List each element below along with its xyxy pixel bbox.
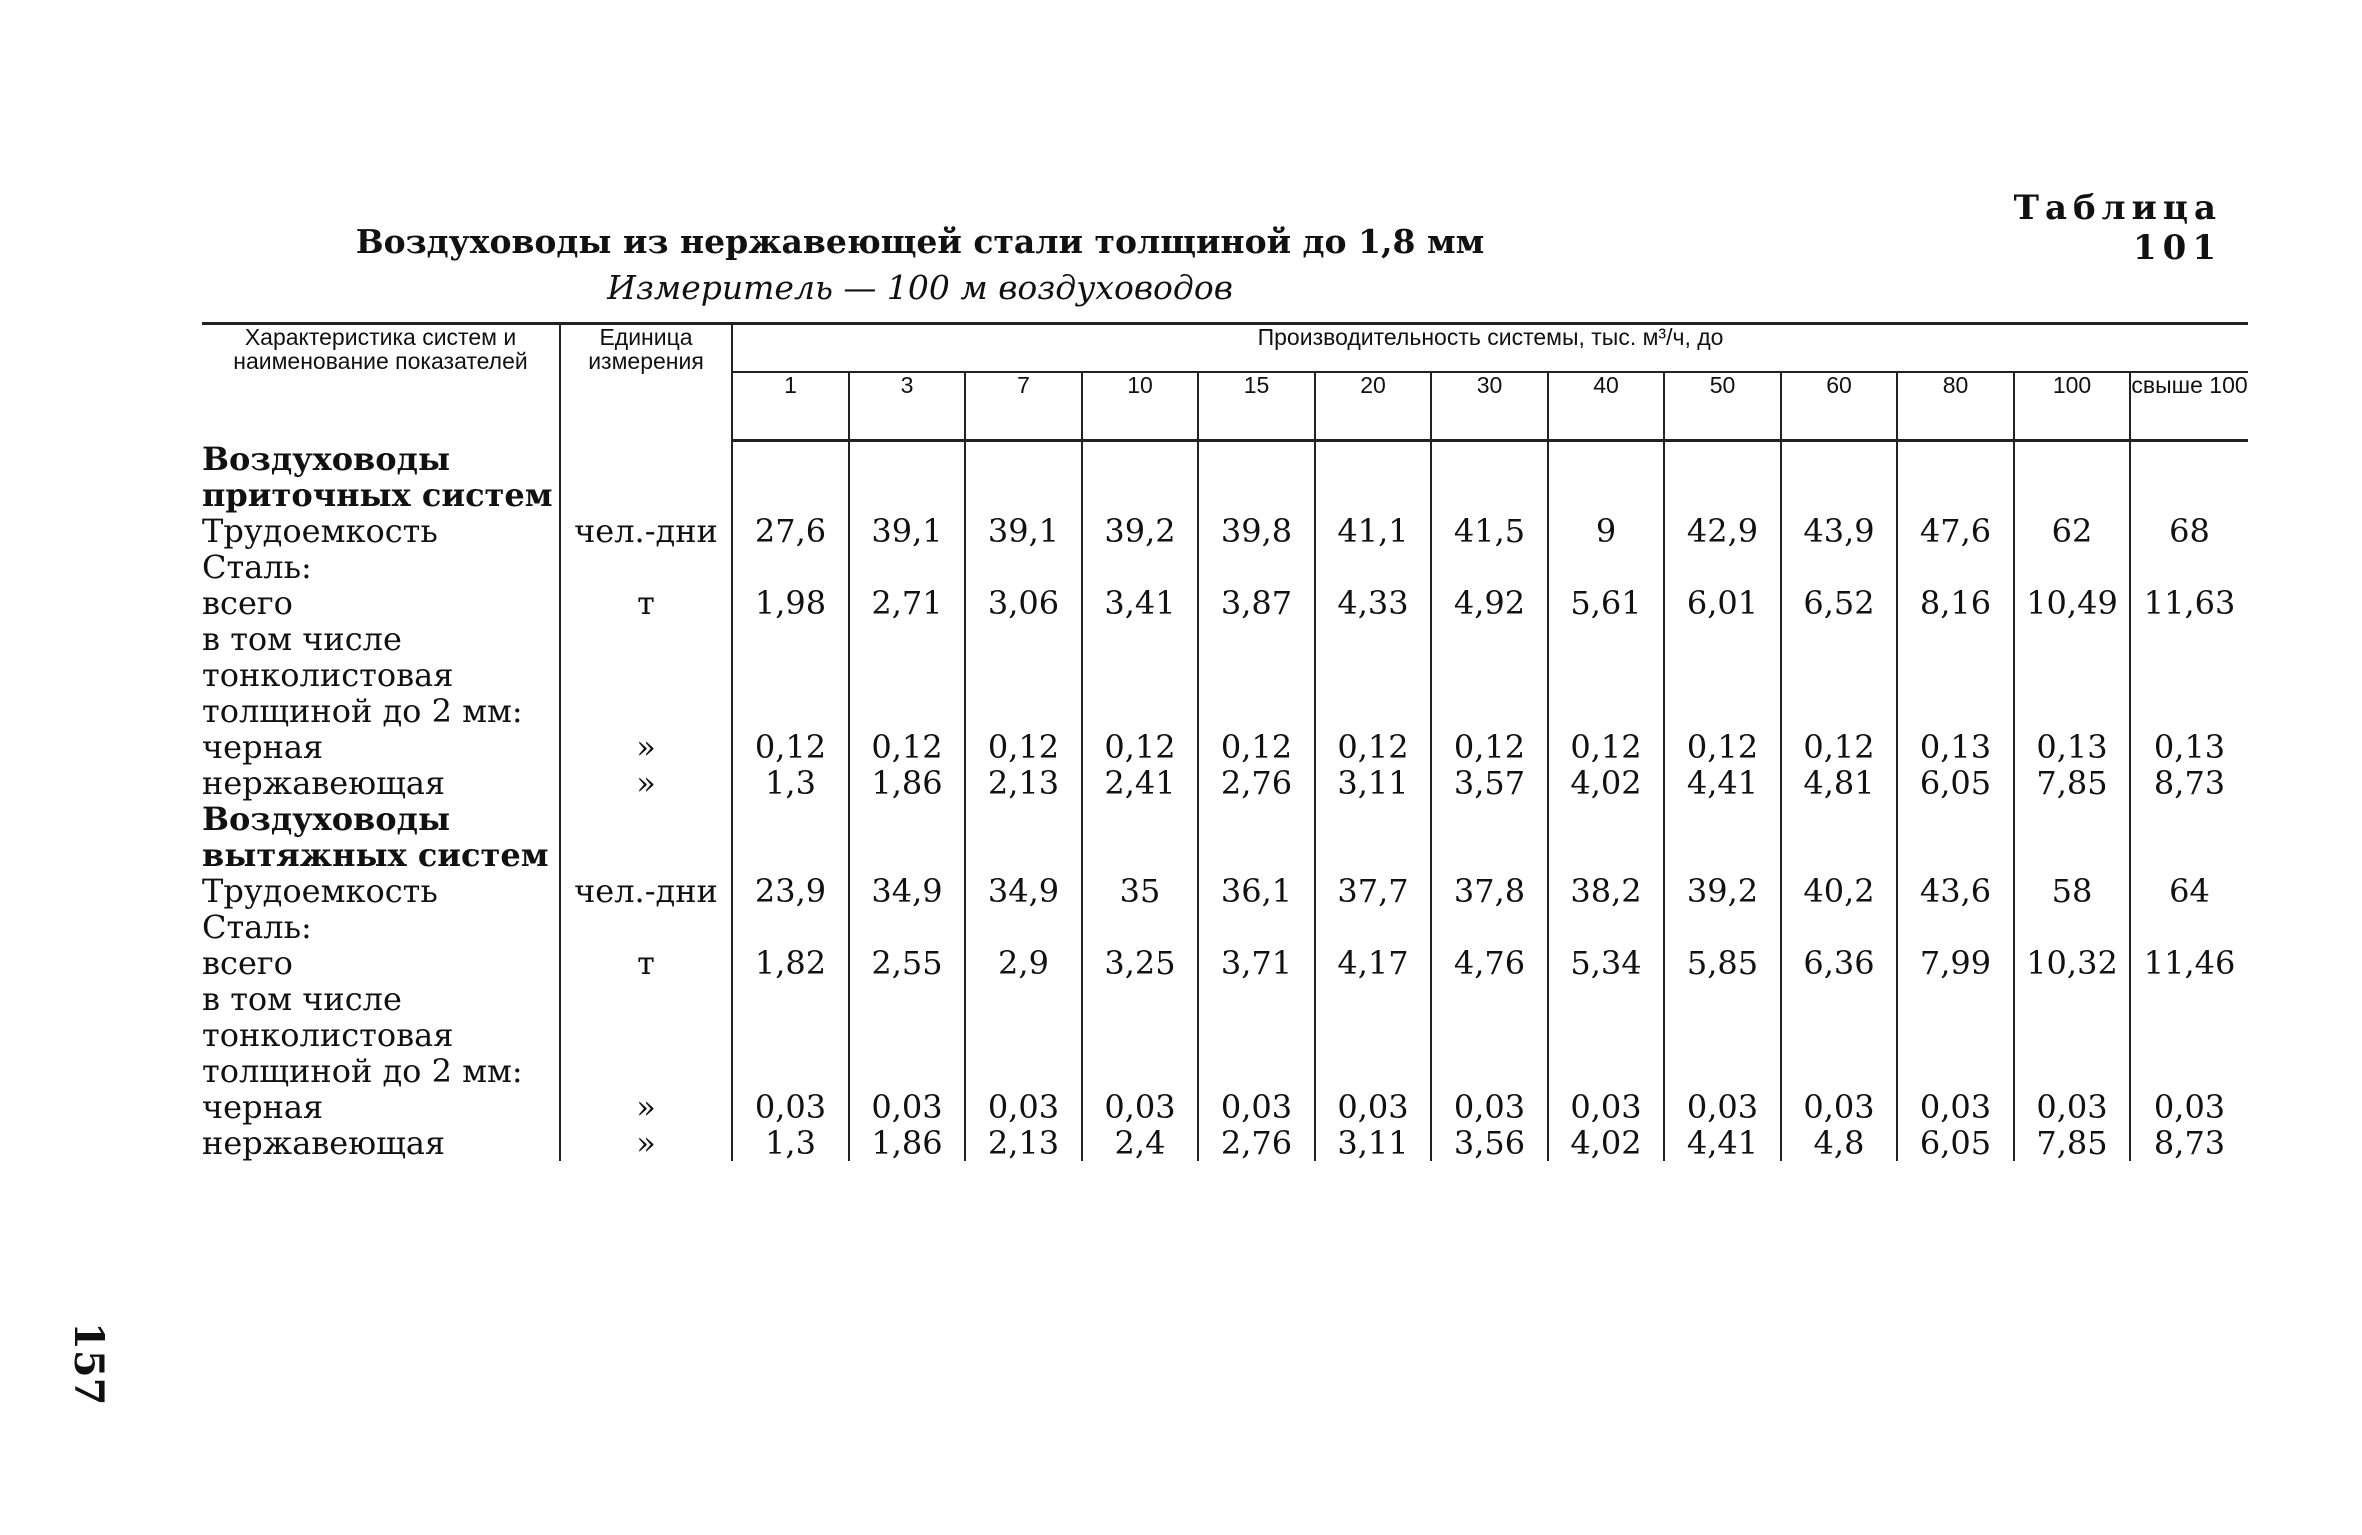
empty-cell (560, 801, 732, 873)
capacity-column-header: 50 (1664, 372, 1781, 441)
row-unit (560, 621, 732, 729)
value-cell: 0,03 (1198, 1089, 1315, 1125)
value-cell: 0,03 (849, 1089, 965, 1125)
value-cell: 8,73 (2130, 1125, 2248, 1161)
capacity-column-header: 15 (1198, 372, 1315, 441)
empty-cell (849, 441, 965, 513)
value-cell: 3,41 (1082, 585, 1198, 621)
value-cell (965, 621, 1082, 729)
capacity-column-header: 3 (849, 372, 965, 441)
value-cell: 3,87 (1198, 585, 1315, 621)
value-cell: 37,8 (1431, 873, 1548, 909)
value-cell (1664, 549, 1781, 585)
value-cell: 0,03 (965, 1089, 1082, 1125)
value-cell: 27,6 (732, 513, 849, 549)
value-cell: 4,81 (1781, 765, 1897, 801)
value-cell (1198, 549, 1315, 585)
value-cell (732, 981, 849, 1089)
value-cell (1315, 549, 1431, 585)
value-cell (1897, 621, 2014, 729)
value-cell: 6,05 (1897, 1125, 2014, 1161)
value-cell: 0,12 (1315, 729, 1431, 765)
value-cell: 0,13 (2130, 729, 2248, 765)
section-title: Воздуховоды приточных систем (202, 439, 553, 514)
header-unit: Единица измерения (560, 324, 732, 441)
row-label: нержавеющая (202, 1123, 446, 1162)
value-cell: 0,12 (1082, 729, 1198, 765)
row-label: Трудоемкость (202, 871, 438, 910)
value-cell (1082, 981, 1198, 1089)
value-cell: 0,12 (1781, 729, 1897, 765)
value-cell: 1,98 (732, 585, 849, 621)
empty-cell (1082, 801, 1198, 873)
value-cell (2130, 549, 2248, 585)
value-cell: 4,92 (1431, 585, 1548, 621)
value-cell: 5,85 (1664, 945, 1781, 981)
table-row (202, 585, 2248, 621)
value-cell: 0,12 (1548, 729, 1664, 765)
value-cell: 35 (1082, 873, 1198, 909)
value-cell: 7,85 (2014, 1125, 2130, 1161)
value-cell: 2,55 (849, 945, 965, 981)
row-label: Трудоемкость (202, 511, 438, 550)
table-row (202, 945, 2248, 981)
value-cell (1897, 909, 2014, 945)
empty-cell (1548, 801, 1664, 873)
empty-cell (2130, 801, 2248, 873)
capacity-column-header: 30 (1431, 372, 1548, 441)
value-cell: 11,63 (2130, 585, 2248, 621)
value-cell: 0,12 (1664, 729, 1781, 765)
capacity-column-header: 1 (732, 372, 849, 441)
table-row (202, 729, 2248, 765)
value-cell: 0,13 (1897, 729, 2014, 765)
value-cell: 7,99 (1897, 945, 2014, 981)
value-cell: 2,13 (965, 1125, 1082, 1161)
table-row (202, 621, 2248, 729)
value-cell (1315, 621, 1431, 729)
value-cell: 3,57 (1431, 765, 1548, 801)
row-label: всего (202, 943, 293, 982)
value-cell (1781, 981, 1897, 1089)
value-cell: 0,12 (1431, 729, 1548, 765)
value-cell: 39,2 (1664, 873, 1781, 909)
value-cell (2014, 981, 2130, 1089)
value-cell: 0,13 (2014, 729, 2130, 765)
empty-cell (965, 801, 1082, 873)
section-title-row (202, 801, 2248, 873)
value-cell: 47,6 (1897, 513, 2014, 549)
value-cell: 10,32 (2014, 945, 2130, 981)
capacity-column-header: 7 (965, 372, 1082, 441)
value-cell: 1,3 (732, 765, 849, 801)
empty-cell (1897, 441, 2014, 513)
value-cell: 37,7 (1315, 873, 1431, 909)
value-cell: 0,12 (849, 729, 965, 765)
row-unit: » (560, 729, 732, 765)
empty-cell (732, 801, 849, 873)
section-title: Воздуховоды вытяжных систем (202, 799, 549, 874)
value-cell: 0,12 (965, 729, 1082, 765)
value-cell: 9 (1548, 513, 1664, 549)
table-row (202, 1125, 2248, 1161)
value-cell: 0,03 (2130, 1089, 2248, 1125)
row-label: черная (202, 727, 324, 766)
value-cell: 7,85 (2014, 765, 2130, 801)
value-cell: 5,61 (1548, 585, 1664, 621)
value-cell: 6,01 (1664, 585, 1781, 621)
empty-cell (1664, 441, 1781, 513)
empty-cell (2130, 441, 2248, 513)
value-cell (1664, 909, 1781, 945)
value-cell: 4,76 (1431, 945, 1548, 981)
empty-cell (965, 441, 1082, 513)
table-row (202, 909, 2248, 945)
value-cell (1198, 909, 1315, 945)
value-cell: 64 (2130, 873, 2248, 909)
value-cell: 62 (2014, 513, 2130, 549)
value-cell (1431, 981, 1548, 1089)
empty-cell (1315, 801, 1431, 873)
table-row (202, 873, 2248, 909)
value-cell: 43,6 (1897, 873, 2014, 909)
table-row (202, 981, 2248, 1089)
value-cell: 4,33 (1315, 585, 1431, 621)
value-cell: 4,17 (1315, 945, 1431, 981)
value-cell: 1,3 (732, 1125, 849, 1161)
empty-cell (1315, 441, 1431, 513)
value-cell (965, 549, 1082, 585)
value-cell: 0,12 (732, 729, 849, 765)
value-cell (849, 909, 965, 945)
value-cell (1781, 621, 1897, 729)
row-label: Сталь: (202, 907, 312, 946)
value-cell (732, 909, 849, 945)
empty-cell (849, 801, 965, 873)
page-number: 157 (65, 1322, 112, 1406)
section-title-row (202, 441, 2248, 513)
value-cell: 38,2 (1548, 873, 1664, 909)
value-cell: 3,11 (1315, 1125, 1431, 1161)
value-cell (1548, 621, 1664, 729)
value-cell: 4,41 (1664, 1125, 1781, 1161)
value-cell (1781, 909, 1897, 945)
value-cell: 0,03 (732, 1089, 849, 1125)
capacity-column-header: 100 (2014, 372, 2130, 441)
row-unit: » (560, 1089, 732, 1125)
value-cell: 41,1 (1315, 513, 1431, 549)
value-cell (1198, 981, 1315, 1089)
value-cell: 1,86 (849, 765, 965, 801)
value-cell: 42,9 (1664, 513, 1781, 549)
value-cell: 3,11 (1315, 765, 1431, 801)
value-cell: 0,03 (1548, 1089, 1664, 1125)
value-cell: 2,4 (1082, 1125, 1198, 1161)
value-cell: 4,02 (1548, 765, 1664, 801)
empty-cell (1198, 441, 1315, 513)
empty-cell (1548, 441, 1664, 513)
row-label: Сталь: (202, 547, 312, 586)
value-cell (732, 549, 849, 585)
value-cell: 3,71 (1198, 945, 1315, 981)
table-row (202, 513, 2248, 549)
value-cell: 6,05 (1897, 765, 2014, 801)
value-cell (1548, 981, 1664, 1089)
value-cell (2130, 909, 2248, 945)
value-cell: 58 (2014, 873, 2130, 909)
value-cell (1315, 909, 1431, 945)
value-cell (1082, 549, 1198, 585)
value-cell: 2,13 (965, 765, 1082, 801)
empty-cell (1198, 801, 1315, 873)
value-cell (965, 981, 1082, 1089)
value-cell: 2,76 (1198, 765, 1315, 801)
value-cell: 5,34 (1548, 945, 1664, 981)
row-unit (560, 981, 732, 1089)
value-cell: 68 (2130, 513, 2248, 549)
value-cell (1431, 549, 1548, 585)
table-row (202, 1089, 2248, 1125)
empty-cell (1664, 801, 1781, 873)
capacity-column-header: 40 (1548, 372, 1664, 441)
empty-cell (1781, 441, 1897, 513)
value-cell: 11,46 (2130, 945, 2248, 981)
row-label: в том числе тонколистовая толщиной до 2 мм: (202, 979, 523, 1090)
value-cell: 0,03 (1431, 1089, 1548, 1125)
empty-cell (732, 441, 849, 513)
capacity-column-header: 60 (1781, 372, 1897, 441)
value-cell: 3,25 (1082, 945, 1198, 981)
value-cell (849, 549, 965, 585)
table-number: Таблица 101 (2013, 188, 2222, 268)
capacity-column-header: 80 (1897, 372, 2014, 441)
value-cell: 23,9 (732, 873, 849, 909)
value-cell: 0,03 (1082, 1089, 1198, 1125)
value-cell: 2,41 (1082, 765, 1198, 801)
empty-cell (1431, 441, 1548, 513)
empty-cell (1897, 801, 2014, 873)
value-cell (1897, 549, 2014, 585)
row-unit: » (560, 765, 732, 801)
header-capacity-group: Производительность системы, тыс. м³/ч, до (732, 324, 2248, 373)
value-cell (2014, 909, 2130, 945)
value-cell: 34,9 (849, 873, 965, 909)
row-label: черная (202, 1087, 324, 1126)
value-cell (1664, 621, 1781, 729)
value-cell: 0,03 (1315, 1089, 1431, 1125)
value-cell: 39,2 (1082, 513, 1198, 549)
empty-cell (1431, 801, 1548, 873)
table-header (202, 324, 2248, 441)
value-cell (2130, 621, 2248, 729)
value-cell (849, 981, 965, 1089)
value-cell: 0,03 (1664, 1089, 1781, 1125)
value-cell (1431, 909, 1548, 945)
value-cell: 2,76 (1198, 1125, 1315, 1161)
value-cell: 1,86 (849, 1125, 965, 1161)
value-cell (1548, 909, 1664, 945)
value-cell: 41,5 (1431, 513, 1548, 549)
row-unit: чел.-дни (560, 513, 732, 549)
value-cell: 8,73 (2130, 765, 2248, 801)
value-cell (1664, 981, 1781, 1089)
capacity-column-header: 20 (1315, 372, 1431, 441)
row-unit: » (560, 1125, 732, 1161)
value-cell: 0,03 (1781, 1089, 1897, 1125)
value-cell (1082, 621, 1198, 729)
value-cell: 2,9 (965, 945, 1082, 981)
table-row (202, 765, 2248, 801)
row-unit: т (560, 945, 732, 981)
value-cell (1431, 621, 1548, 729)
value-cell: 39,1 (849, 513, 965, 549)
value-cell: 36,1 (1198, 873, 1315, 909)
value-cell: 4,8 (1781, 1125, 1897, 1161)
row-unit (560, 909, 732, 945)
value-cell: 43,9 (1781, 513, 1897, 549)
value-cell (1198, 621, 1315, 729)
row-unit: чел.-дни (560, 873, 732, 909)
value-cell (849, 621, 965, 729)
value-cell: 10,49 (2014, 585, 2130, 621)
value-cell: 40,2 (1781, 873, 1897, 909)
value-cell (965, 909, 1082, 945)
empty-cell (2014, 441, 2130, 513)
value-cell (1082, 909, 1198, 945)
value-cell: 2,71 (849, 585, 965, 621)
value-cell: 39,8 (1198, 513, 1315, 549)
table-subtitle: Измеритель — 100 м воздуховодов (607, 268, 1233, 307)
empty-cell (1082, 441, 1198, 513)
value-cell (2014, 621, 2130, 729)
row-label: всего (202, 583, 293, 622)
row-label: в том числе тонколистовая толщиной до 2 мм: (202, 619, 523, 730)
value-cell: 6,36 (1781, 945, 1897, 981)
value-cell (1548, 549, 1664, 585)
value-cell: 3,56 (1431, 1125, 1548, 1161)
empty-cell (560, 441, 732, 513)
row-label: нержавеющая (202, 763, 446, 802)
value-cell: 34,9 (965, 873, 1082, 909)
value-cell (1315, 981, 1431, 1089)
empty-cell (1781, 801, 1897, 873)
value-cell: 39,1 (965, 513, 1082, 549)
value-cell: 3,06 (965, 585, 1082, 621)
table-row (202, 549, 2248, 585)
value-cell: 0,03 (1897, 1089, 2014, 1125)
value-cell (2130, 981, 2248, 1089)
row-unit: т (560, 585, 732, 621)
row-unit (560, 549, 732, 585)
value-cell: 0,12 (1198, 729, 1315, 765)
table-body (202, 441, 2248, 1161)
value-cell (1781, 549, 1897, 585)
value-cell (1897, 981, 2014, 1089)
capacity-column-header: свыше 100 (2130, 372, 2248, 441)
value-cell: 6,52 (1781, 585, 1897, 621)
value-cell (732, 621, 849, 729)
capacity-column-header: 10 (1082, 372, 1198, 441)
value-cell: 4,02 (1548, 1125, 1664, 1161)
value-cell: 0,03 (2014, 1089, 2130, 1125)
value-cell: 4,41 (1664, 765, 1781, 801)
value-cell (2014, 549, 2130, 585)
value-cell: 8,16 (1897, 585, 2014, 621)
header-characteristic: Характеристика систем и наименование показателей (202, 324, 560, 441)
empty-cell (2014, 801, 2130, 873)
table-title: Воздуховоды из нержавеющей стали толщиной до 1,8 мм (355, 222, 1485, 261)
value-cell: 1,82 (732, 945, 849, 981)
data-table (202, 322, 2248, 1161)
